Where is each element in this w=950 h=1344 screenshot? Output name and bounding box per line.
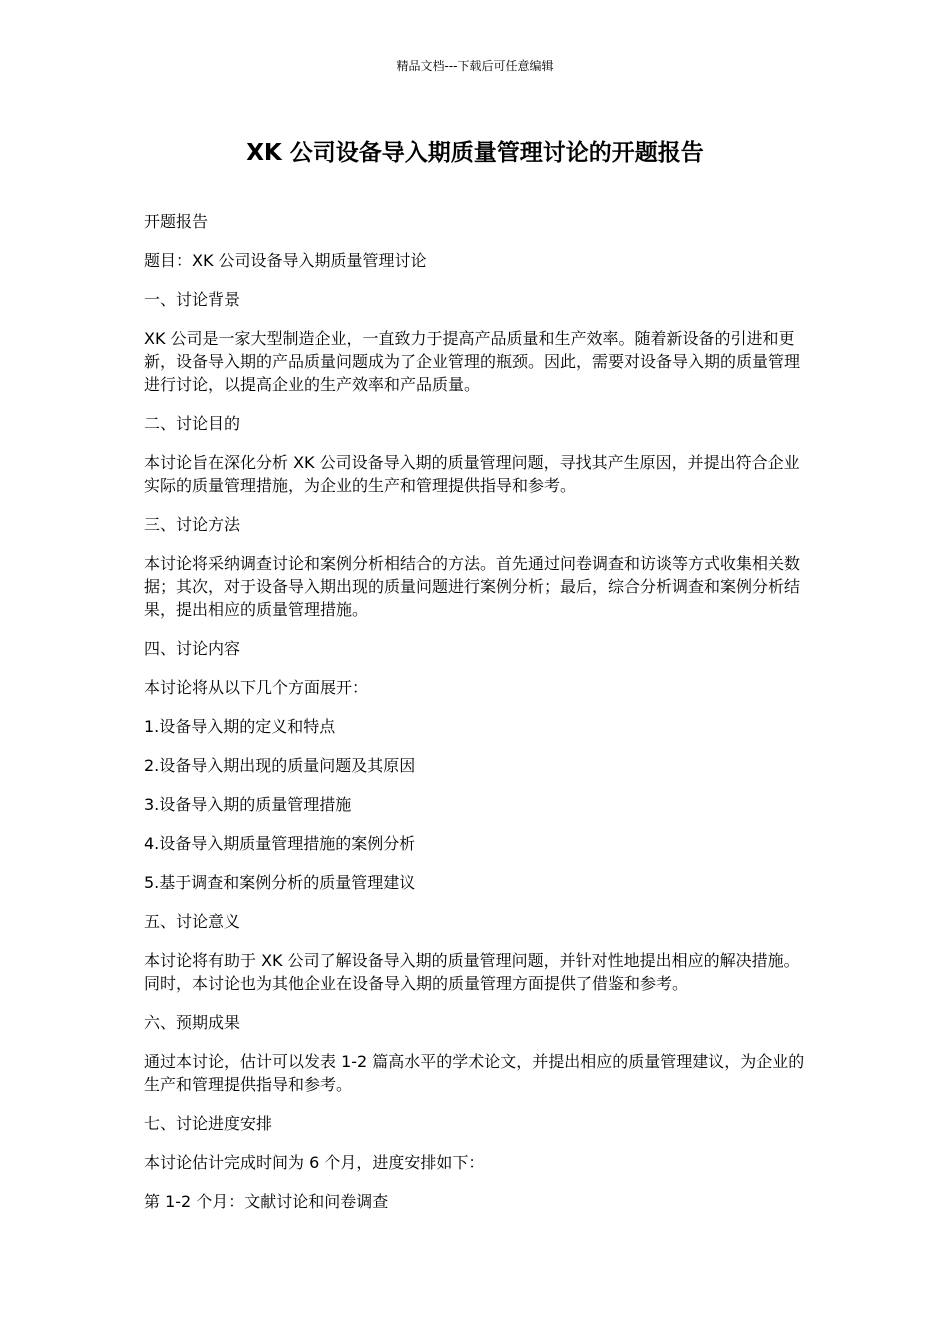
section-heading-purpose: 二、讨论目的 xyxy=(144,414,241,433)
paragraph-expected-results: 通过本讨论，估计可以发表 1-2 篇高水平的学术论文，并提出相应的质量管理建议，为企业的生产和管理提供指导和参考。 xyxy=(144,1052,805,1094)
section-heading-method: 三、讨论方法 xyxy=(144,515,241,534)
paragraph-schedule-intro: 本讨论估计完成时间为 6 个月，进度安排如下： xyxy=(144,1153,485,1172)
list-item: 2.设备导入期出现的质量问题及其原因 xyxy=(144,756,416,775)
paragraph-content-intro: 本讨论将从以下几个方面展开： xyxy=(144,678,369,697)
paragraph-purpose: 本讨论旨在深化分析 XK 公司设备导入期的质量管理问题，寻找其产生原因，并提出符合企业实际的质量管理措施，为企业的生产和管理提供指导和参考。 xyxy=(144,453,800,495)
paragraph-method: 本讨论将采纳调查讨论和案例分析相结合的方法。首先通过问卷调查和访谈等方式收集相关数据；其次，对于设备导入期出现的质量问题进行案例分析；最后，综合分析调查和案例分析结果，提出相应的质量管理措施。 xyxy=(144,554,801,619)
schedule-item: 第 1-2 个月：文献讨论和问卷调查 xyxy=(144,1192,389,1211)
list-item: 5.基于调查和案例分析的质量管理建议 xyxy=(144,873,416,892)
paragraph-significance: 本讨论将有助于 XK 公司了解设备导入期的质量管理问题，并针对性地提出相应的解决措施。同时，本讨论也为其他企业在设备导入期的质量管理方面提供了借鉴和参考。 xyxy=(144,951,800,993)
section-heading-content: 四、讨论内容 xyxy=(144,639,241,658)
report-topic: 题目：XK 公司设备导入期质量管理讨论 xyxy=(144,251,427,270)
document-body xyxy=(144,210,810,1229)
section-heading-schedule: 七、讨论进度安排 xyxy=(144,1114,273,1133)
list-item: 4.设备导入期质量管理措施的案例分析 xyxy=(144,834,416,853)
paragraph-background: XK 公司是一家大型制造企业，一直致力于提高产品质量和生产效率。随着新设备的引进和更新，设备导入期的产品质量问题成为了企业管理的瓶颈。因此，需要对设备导入期的质量管理进行讨论，以提高企业的生产效率和产品质量。 xyxy=(144,329,801,394)
report-label: 开题报告 xyxy=(144,212,209,231)
section-heading-significance: 五、讨论意义 xyxy=(144,912,241,931)
section-heading-background: 一、讨论背景 xyxy=(144,290,241,309)
document-title: XK 公司设备导入期质量管理讨论的开题报告 xyxy=(246,140,704,166)
section-heading-expected-results: 六、预期成果 xyxy=(144,1013,241,1032)
page-header: 精品文档---下载后可任意编辑 xyxy=(396,59,554,73)
list-item: 1.设备导入期的定义和特点 xyxy=(144,717,336,736)
list-item: 3.设备导入期的质量管理措施 xyxy=(144,795,352,814)
